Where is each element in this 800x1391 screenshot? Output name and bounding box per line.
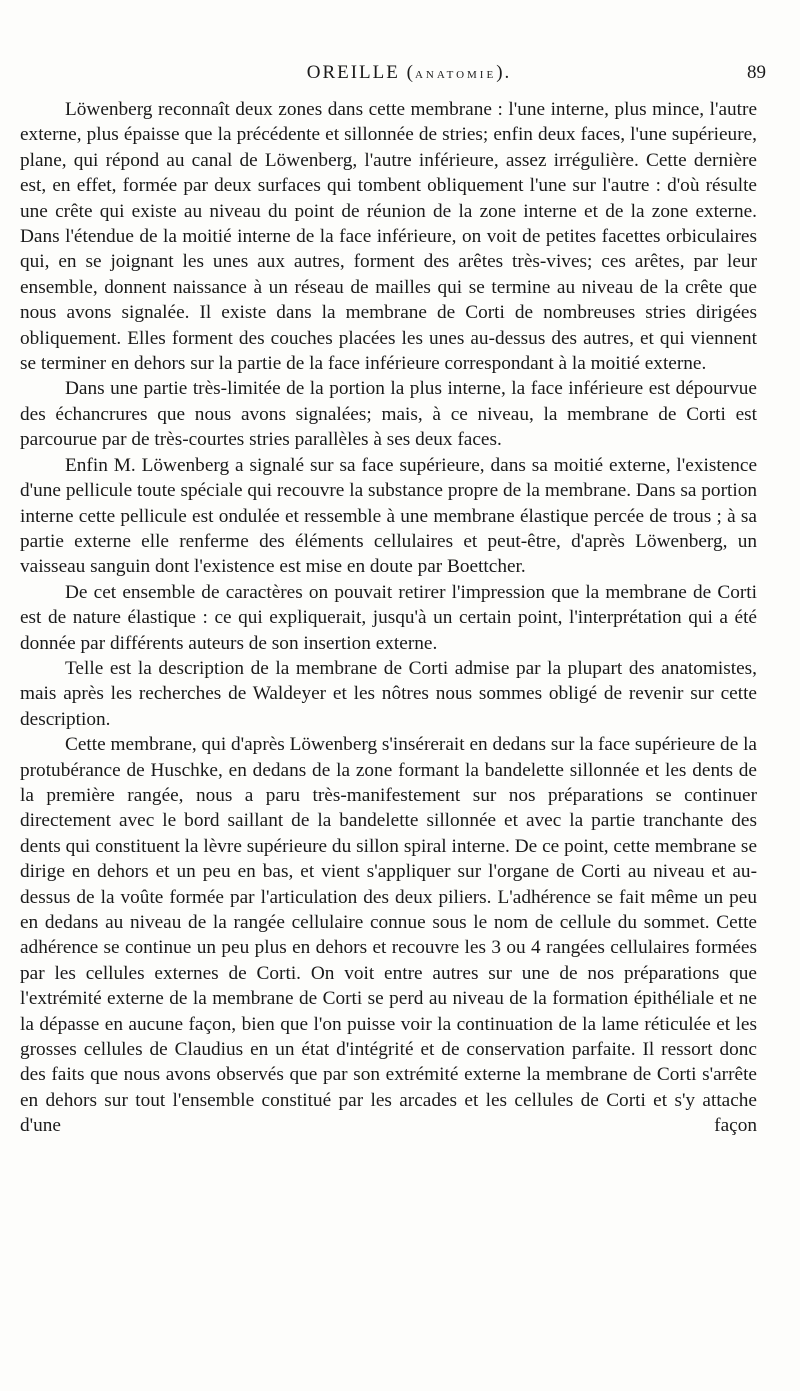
paragraph-2: Dans une partie très-limitée de la portion la plus interne, la face inférieure est dépourvue des échancrures que nous avons signalées; mais, à ce niveau, la membrane de Corti est parcourue par de très-courtes stries parallèles à ses deux faces. [20, 378, 757, 451]
paragraph-5: Telle est la description de la membrane de Corti admise par la plupart des anatomistes, mais après les recherches de Waldeyer et les nôtres nous sommes obligé de revenir sur cette description. [20, 657, 757, 730]
page-number: 89 [747, 62, 766, 83]
paragraph-3: Enfin M. Löwenberg a signalé sur sa face supérieure, dans sa moitié externe, l'existence d'une pellicule toute spéciale qui recouvre la substance propre de la membrane. Dans sa portion interne cette pellicule est ondulée et ressemble à une membrane élastique percée de trous ; à sa partie externe elle renferme des éléments cellulaires et peut-être, d'après Löwenberg, un vaisseau sanguin dont l'existence est mise en doute par Boettcher. [20, 454, 757, 578]
paragraph-6: Cette membrane, qui d'après Löwenberg s'insérerait en dedans sur la face supérieure de la protubérance de Huschke, en dedans de la zone formant la bandelette sillonnée et les dents de la première rangée, nous a paru très-manifestement sur nos préparations se continuer directement avec le bord saillant de la bandelette sillonnée et avec la partie tranchante des dents qui constituent la lèvre supérieure du sillon spiral interne. De ce point, cette membrane se dirige en dehors et un peu en bas, et vient s'appliquer sur l'organe de Corti au niveau et au-dessus de la voûte formée par l'articulation des deux piliers. L'adhérence se fait même un peu en dedans au niveau de la rangée cellulaire connue sous le nom de cellule du sommet. Cette adhérence se continue un peu plus en dehors et recouvre les 3 ou 4 rangées cellulaires formées par les cellules externes de Corti. On voit entre autres sur une de nos préparations que l'extrémité externe de la membrane de Corti se perd au niveau de la formation épithéliale et ne la dépasse en aucune façon, bien que l'on puisse voir la continuation de la lame réticulée et les grosses cellules de Claudius en un état d'intégrité et de conservation parfaite. Il ressort donc des faits que nous avons observés que par son extrémité externe la membrane de Corti s'arrête en dehors sur tout l'ensemble constitué par les arcades et les cellules de Corti et s'y attache d'une façon [20, 734, 757, 1137]
running-header [52, 62, 766, 90]
running-title-main: OREILLE ( [306, 62, 415, 83]
paragraph-1: Löwenberg reconnaît deux zones dans cette membrane : l'une interne, plus mince, l'autre externe, plus épaisse que la précédente et sillonnée de stries; enfin deux faces, l'une supérieure, plane, qui répond au canal de Löwenberg, l'autre inférieure, assez irrégulière. Cette dernière est, en effet, formée par deux surfaces qui tombent obliquement l'une sur l'autre : d'où résulte une crête qui existe au niveau du point de réunion de la zone interne et de la zone externe. Dans l'étendue de la moitié interne de la face inférieure, on voit de petites facettes orbiculaires qui, en se joignant les unes aux autres, forment des arêtes très-vives; ces arêtes, par leur ensemble, donnent naissance à un réseau de mailles qui se termine au niveau de la crête que nous avons signalée. Il existe dans la membrane de Corti de nombreuses stries dirigées obliquement. Elles forment des couches placées les unes au-dessus des autres, et qui viennent se terminer en dehors sur la partie de la face inférieure correspondant à la moitié externe. [20, 99, 757, 375]
body-text [20, 97, 757, 1139]
running-title-end: ). [496, 62, 512, 83]
running-title-subject: ANATOMIE [414, 69, 497, 81]
running-title [52, 62, 766, 84]
paragraph-4: De cet ensemble de caractères on pouvait retirer l'impression que la membrane de Corti est de nature élastique : ce qui expliquerait, jusqu'à un certain point, l'interprétation qui a été donnée par différents auteurs de son insertion externe. [20, 581, 757, 654]
